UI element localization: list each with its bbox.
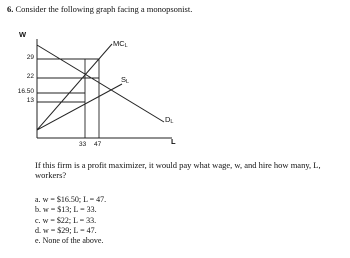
y-tick-29: 29	[26, 54, 34, 61]
choice-d[interactable]: d. w = $29; L = 47.	[35, 225, 97, 235]
supply-curve	[37, 84, 122, 130]
question-prompt: If this firm is a profit maximizer, it would pay what wage, w, and hire how many, L, workers?	[35, 160, 321, 180]
choice-a[interactable]: a. w = $16.50; L = 47.	[35, 195, 107, 204]
choice-e[interactable]: e. None of the above.	[35, 236, 104, 246]
x-tick-33: 33	[79, 141, 87, 148]
x-tick-47: 47	[94, 141, 102, 148]
x-axis-label: L	[171, 137, 176, 146]
answer-choices	[35, 195, 106, 246]
y-tick-22: 22	[26, 73, 34, 80]
choice-b[interactable]: b. w = $13; L = 33.	[35, 205, 97, 215]
choice-c[interactable]: c. w = $22; L = 33.	[35, 215, 97, 225]
mc-curve-label: $MC_L$	[113, 39, 128, 49]
y-tick-16-50: 16.50	[17, 88, 34, 95]
y-axis-label: W	[19, 30, 27, 39]
mc-curve	[37, 44, 112, 130]
demand-curve-label: $D_L$	[165, 115, 174, 125]
supply-curve-label: $S_L$	[121, 75, 130, 85]
y-tick-13: 13	[26, 97, 34, 104]
question-text: Consider the following graph facing a monopsonist.	[15, 4, 193, 14]
question-number: 6.	[7, 4, 14, 14]
